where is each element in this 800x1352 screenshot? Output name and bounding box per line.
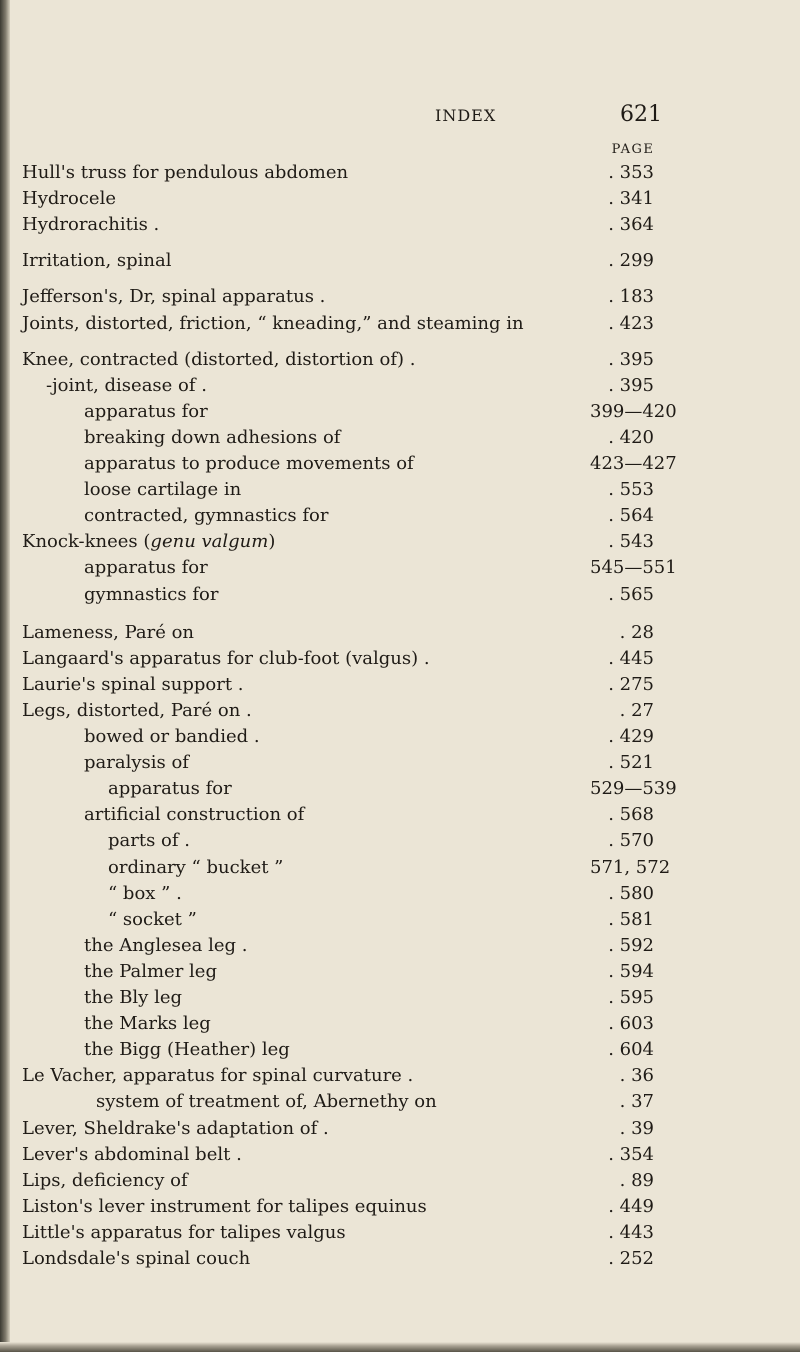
entry-page-number: . 521	[608, 752, 654, 774]
entry-page-number: . 364	[608, 214, 654, 236]
entry-page-number: . 604	[608, 1039, 654, 1061]
entry-page-number: 571, 572	[590, 856, 671, 878]
index-entry	[0, 1011, 800, 1037]
index-entry	[0, 311, 800, 337]
entry-text: artificial construction of	[84, 804, 305, 826]
page-column-heading: PAGE	[611, 142, 655, 157]
entry-text: Jefferson's, Dr, spinal apparatus .	[22, 286, 326, 308]
index-entry	[0, 802, 800, 828]
entry-page-number: 399—420	[590, 400, 677, 422]
page-bottom-edge	[0, 1342, 800, 1352]
entry-page-number: . 183	[608, 286, 654, 308]
entry-text: parts of .	[108, 830, 190, 852]
entry-text: apparatus for	[84, 400, 208, 422]
entry-page-number: 423—427	[590, 453, 677, 474]
entry-text: apparatus for	[84, 557, 208, 579]
entry-text: ordinary “ bucket ”	[108, 856, 284, 878]
entry-page-number: . 37	[619, 1091, 654, 1113]
entry-page-number: . 581	[608, 908, 654, 930]
index-entry	[0, 451, 800, 477]
index-entry	[0, 399, 800, 425]
entry-text: Laurie's spinal support .	[22, 673, 244, 695]
index-entry	[0, 828, 800, 854]
entry-text: Liston's lever instrument for talipes equinus	[22, 1195, 427, 1217]
entry-page-number: . 89	[619, 1169, 654, 1191]
running-title: INDEX	[435, 106, 497, 125]
index-entry	[0, 248, 800, 274]
entry-text: Lever's abdominal belt .	[22, 1143, 242, 1165]
entry-text: Little's apparatus for talipes valgus	[22, 1221, 346, 1243]
index-entry	[0, 1037, 800, 1063]
index-entry	[0, 855, 800, 881]
entry-page-number: 545—551	[590, 557, 677, 579]
entry-page-number: . 395	[608, 374, 654, 396]
index-entry	[0, 1220, 800, 1246]
entry-page-number: . 592	[608, 934, 654, 956]
entry-text: the Marks leg	[84, 1013, 211, 1035]
entry-page-number: . 564	[608, 505, 654, 527]
entry-text: Londsdale's spinal couch	[22, 1248, 251, 1269]
index-entry	[0, 284, 800, 310]
index-entry	[0, 425, 800, 451]
index-entry	[0, 1116, 800, 1142]
entry-page-number: . 353	[608, 162, 654, 183]
entry-page-number: . 27	[619, 699, 654, 721]
entry-text: Hydrocele	[22, 188, 116, 210]
index-entry	[0, 620, 800, 646]
entry-text: system of treatment of, Abernethy on	[96, 1091, 437, 1113]
index-entry	[0, 933, 800, 959]
index-entry	[0, 1246, 800, 1272]
entry-page-number: . 299	[608, 250, 654, 272]
index-entry	[0, 1168, 800, 1194]
entry-text: gymnastics for	[84, 583, 219, 605]
entry-text: Joints, distorted, friction, “ kneading,” and steaming in	[22, 312, 524, 334]
entry-text: the Bigg (Heather) leg	[84, 1039, 290, 1061]
entry-text: Legs, distorted, Paré on .	[22, 699, 252, 721]
entry-text: Lameness, Paré on	[22, 621, 195, 643]
entry-page-number: . 580	[608, 882, 654, 904]
entry-page-number: . 594	[608, 960, 654, 982]
entry-page-number: . 354	[608, 1143, 654, 1165]
index-entry	[0, 529, 800, 555]
index-entry	[0, 1089, 800, 1115]
entry-text: the Palmer leg	[84, 960, 217, 982]
entry-text: apparatus for	[108, 778, 232, 800]
index-entry	[0, 750, 800, 776]
entry-page-number: . 423	[608, 312, 654, 334]
entry-text: Le Vacher, apparatus for spinal curvature .	[22, 1065, 414, 1087]
entry-text: Hydrorachitis .	[22, 214, 160, 236]
entry-text: Knock-knees (genu valgum)	[22, 531, 276, 553]
entry-text: breaking down adhesions of	[84, 426, 341, 448]
entry-text: “ socket ”	[108, 908, 197, 930]
index-entry	[0, 373, 800, 399]
entry-page-number: . 568	[608, 804, 654, 826]
entry-text: Hull's truss for pendulous abdomen	[22, 162, 349, 183]
index-entry	[0, 347, 800, 373]
index-entry	[0, 477, 800, 503]
entry-page-number: . 395	[608, 348, 654, 370]
index-entry	[0, 555, 800, 581]
index-entry	[0, 160, 800, 186]
index-entry	[0, 724, 800, 750]
entry-page-number: . 36	[619, 1065, 654, 1087]
entry-text: Irritation, spinal	[22, 250, 172, 272]
entry-page-number: . 445	[608, 647, 654, 669]
entry-text: apparatus to produce movements of	[84, 453, 414, 474]
entry-page-number: . 420	[608, 426, 654, 448]
index-entry	[0, 907, 800, 933]
index-entry	[0, 881, 800, 907]
entry-text: contracted, gymnastics for	[84, 505, 329, 527]
page-header	[0, 100, 800, 140]
index-entry	[0, 959, 800, 985]
entry-text: bowed or bandied .	[84, 726, 260, 747]
entry-page-number: . 603	[608, 1013, 654, 1035]
entry-page-number: . 28	[619, 621, 654, 643]
index-entry	[0, 776, 800, 802]
index-entry	[0, 503, 800, 529]
entry-page-number: . 570	[608, 830, 654, 852]
index-entry	[0, 985, 800, 1011]
entry-text: Langaard's apparatus for club-foot (valgus) .	[22, 647, 430, 669]
entry-page-number: . 553	[608, 479, 654, 501]
page-number: 621	[620, 102, 662, 127]
entry-page-number: . 449	[608, 1195, 654, 1217]
index-entry	[0, 186, 800, 212]
entry-text: Lips, deficiency of	[22, 1169, 188, 1191]
index-entry	[0, 1194, 800, 1220]
entry-text: Lever, Sheldrake's adaptation of .	[22, 1117, 329, 1139]
entry-page-number: . 341	[608, 188, 654, 210]
index-entry	[0, 582, 800, 608]
entry-page-number: . 252	[608, 1248, 654, 1269]
entry-text: “ box ” .	[108, 882, 182, 904]
entry-page-number: . 543	[608, 531, 654, 553]
entry-text: the Anglesea leg .	[84, 934, 248, 956]
entry-text: paralysis of	[84, 752, 189, 774]
entry-text: the Bly leg	[84, 987, 183, 1008]
entry-page-number: . 429	[608, 726, 654, 747]
entry-page-number: . 565	[608, 583, 654, 605]
entry-text: Knee, contracted (distorted, distortion of) .	[22, 348, 416, 370]
index-entry	[0, 1063, 800, 1089]
index-entry	[0, 672, 800, 698]
entry-page-number: . 443	[608, 1221, 654, 1243]
entry-page-number: . 275	[608, 673, 654, 695]
entry-text: loose cartilage in	[84, 479, 242, 501]
index-entry	[0, 212, 800, 238]
index-entry	[0, 646, 800, 672]
entry-page-number: . 595	[608, 987, 654, 1008]
entry-page-number: . 39	[619, 1117, 654, 1139]
entry-text: -joint, disease of .	[46, 374, 207, 396]
index-entry	[0, 698, 800, 724]
index-entry	[0, 1142, 800, 1168]
entry-page-number: 529—539	[590, 778, 677, 800]
